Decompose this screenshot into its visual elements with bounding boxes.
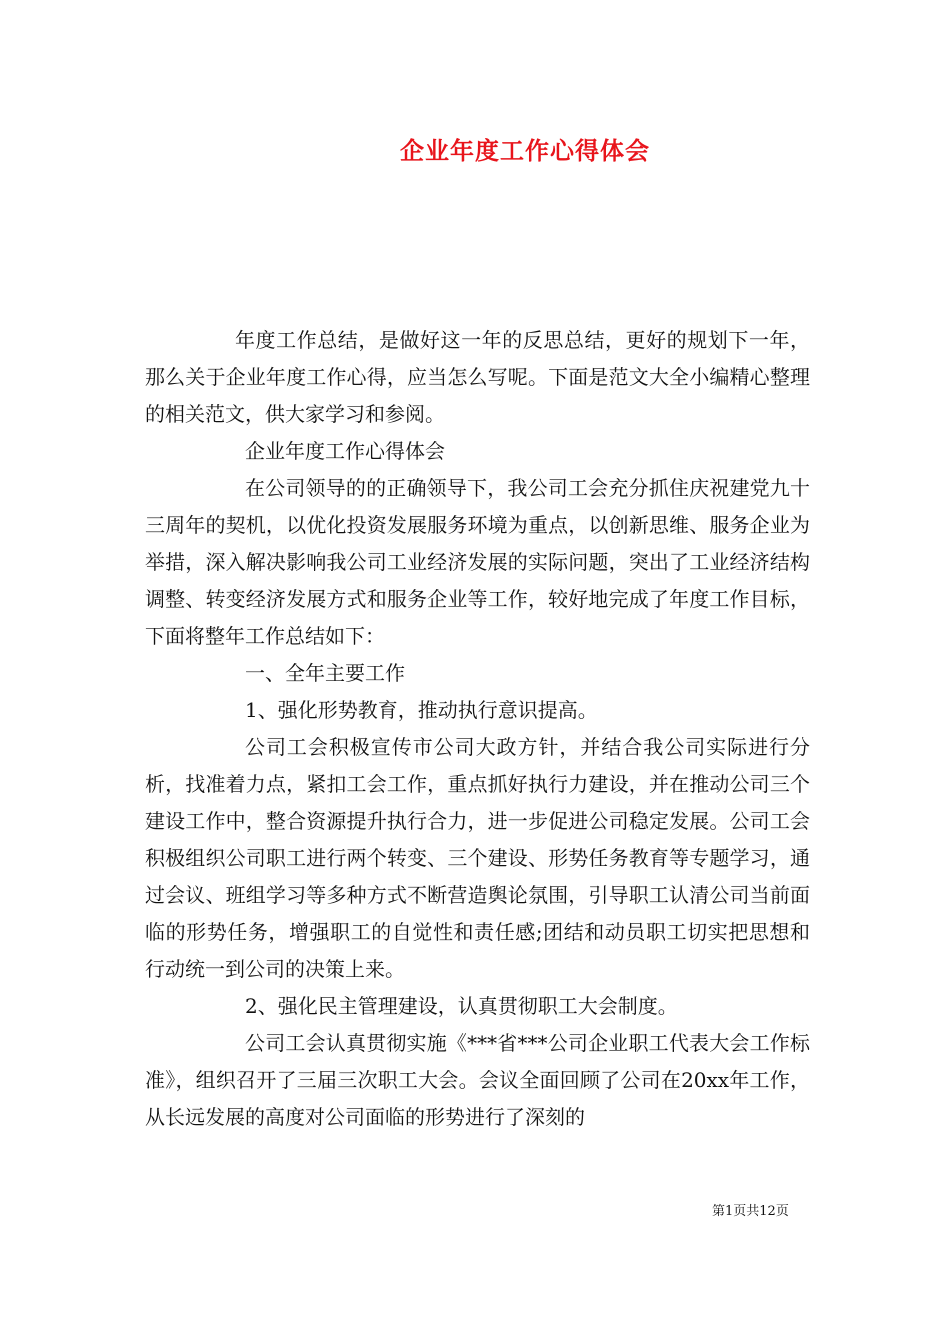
subsection-heading-1: 1、强化形势教育，推动执行意识提高。 [245,698,598,722]
subtitle-paragraph: 企业年度工作心得体会 [245,439,445,463]
opening-paragraph: 在公司领导的的正确领导下，我公司工会充分抓住庆祝建党九十三周年的契机，以优化投资发展服务环境为重点，以创新思维、服务企业为举措，深入解决影响我公司工业经济发展的实际问题，突出了工业经济结构调整、转变经济发展方式和服务企业等工作，较好地完成了年度工作目标，下面将整年工作总结如下： [145,476,810,648]
page-number-footer: 第1页共12页 [712,1204,789,1219]
subsection-body-2: 公司工会认真贯彻实施《***省***公司企业职工代表大会工作标准》，组织召开了三届三次职工大会。会议全面回顾了公司在20xx年工作，从长远发展的高度对公司面临的形势进行了深刻的 [145,1031,810,1129]
subsection-heading-2: 2、强化民主管理建设，认真贯彻职工大会制度。 [245,994,678,1018]
intro-paragraph: 年度工作总结，是做好这一年的反思总结，更好的规划下一年，那么关于企业年度工作心得，应当怎么写呢。下面是范文大全小编精心整理的相关范文，供大家学习和参阅。 [145,328,810,426]
subsection-body-1: 公司工会积极宣传市公司大政方针，并结合我公司实际进行分析，找准着力点，紧扣工会工作，重点抓好执行力建设，并在推动公司三个建设工作中，整合资源提升执行合力，进一步促进公司稳定发展。公司工会积极组织公司职工进行两个转变、三个建设、形势任务教育等专题学习，通过会议、班组学习等多种方式不断营造舆论氛围，引导职工认清公司当前面临的形势任务，增强职工的自觉性和责任感;团结和动员职工切实把思想和行动统一到公司的决策上来。 [145,735,810,981]
document-title: 企业年度工作心得体会 [400,136,650,165]
document-body [145,322,810,1136]
section-heading: 一、全年主要工作 [245,661,405,685]
